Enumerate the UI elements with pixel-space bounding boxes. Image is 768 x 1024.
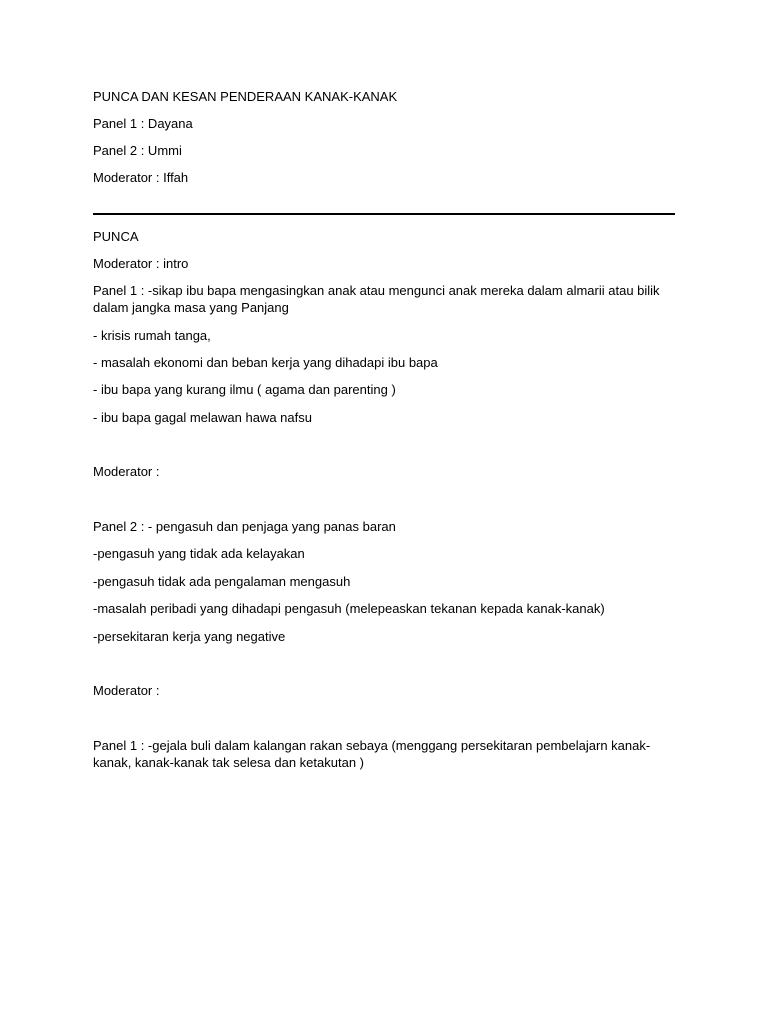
panel-2-name: Panel 2 : Ummi (93, 143, 182, 158)
moderator-line: Moderator : (93, 464, 160, 479)
section-heading: PUNCA (93, 229, 139, 244)
document-title: PUNCA DAN KESAN PENDERAAN KANAK-KANAK (93, 89, 398, 104)
moderator-name: Moderator : Iffah (93, 170, 189, 185)
list-item: - krisis rumah tanga, (93, 328, 211, 343)
list-item: - ibu bapa yang kurang ilmu ( agama dan parenting ) (93, 382, 396, 397)
list-item: -pengasuh tidak ada pengalaman mengasuh (93, 574, 351, 589)
list-item: -persekitaran kerja yang negative (93, 629, 286, 644)
panel-1-statement: Panel 1 : -sikap ibu bapa mengasingkan anak atau mengunci anak mereka dalam almarii atau bilik dalam jangka masa yang Panjang (93, 283, 660, 315)
horizontal-divider (93, 213, 675, 215)
list-item: - ibu bapa gagal melawan hawa nafsu (93, 410, 312, 425)
list-item: - masalah ekonomi dan beban kerja yang dihadapi ibu bapa (93, 355, 438, 370)
moderator-intro: Moderator : intro (93, 256, 189, 271)
panel-1-statement-2: Panel 1 : -gejala buli dalam kalangan rakan sebaya (menggang persekitaran pembelajarn kanak-kanak, kanak-kanak tak selesa dan ketakutan ) (93, 738, 651, 770)
panel-2-statement: Panel 2 : - pengasuh dan penjaga yang panas baran (93, 519, 396, 534)
list-item: -pengasuh yang tidak ada kelayakan (93, 546, 305, 561)
list-item: -masalah peribadi yang dihadapi pengasuh (melepeaskan tekanan kepada kanak-kanak) (93, 601, 605, 616)
moderator-line: Moderator : (93, 683, 160, 698)
panel-1-name: Panel 1 : Dayana (93, 116, 193, 131)
